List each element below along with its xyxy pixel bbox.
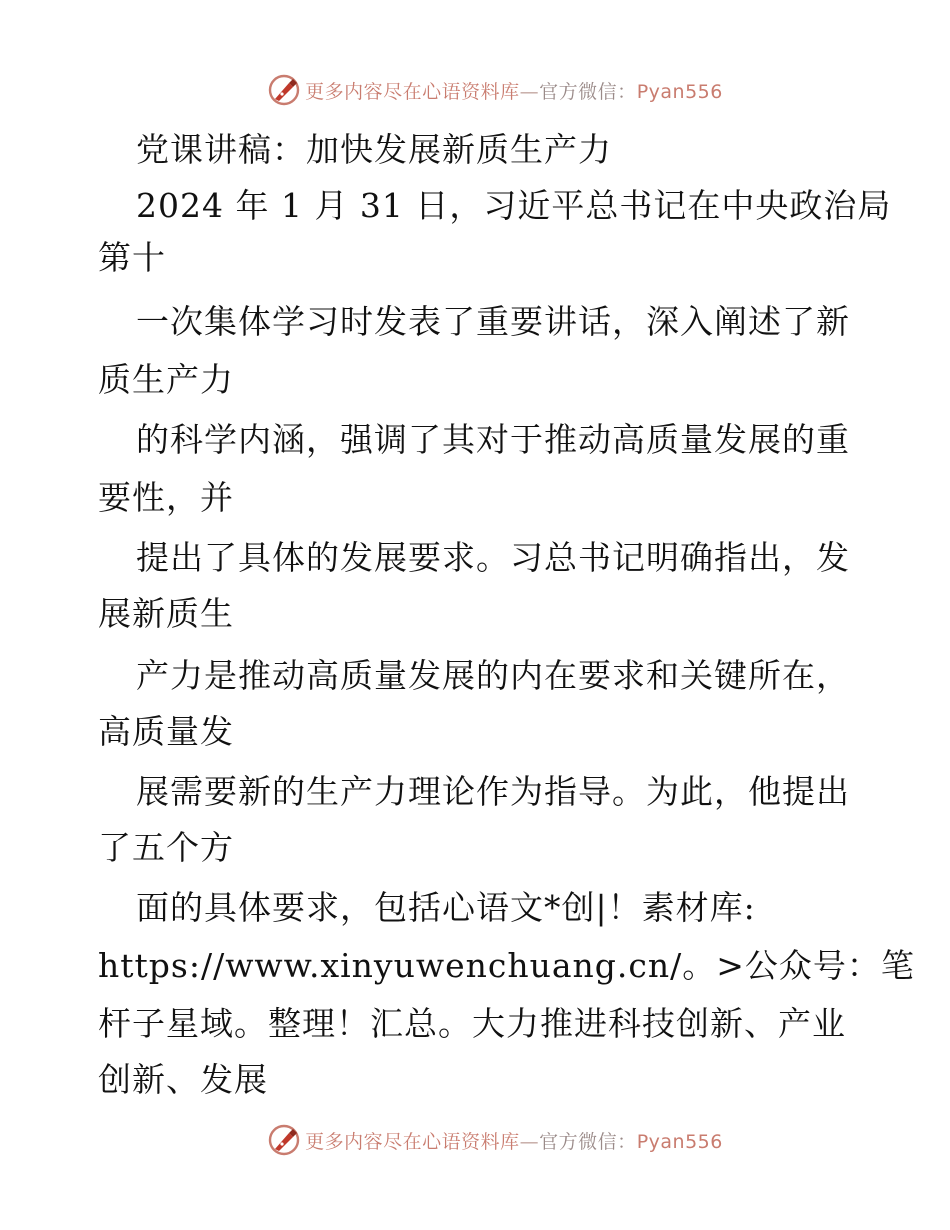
text-line: 展新质生 xyxy=(98,594,234,633)
text-line: 2024 年 1 月 31 日，习近平总书记在中央政治局 xyxy=(136,186,892,225)
text-line: 了五个方 xyxy=(98,828,234,867)
header-wechat-id: Pyan556 xyxy=(636,80,723,103)
text-line: https://www.xinyuwenchuang.cn/。>公众号：笔 xyxy=(98,946,915,985)
footer-brand-text: 更多内容尽在心语资料库 xyxy=(305,1130,520,1153)
header-wechat-label: 官方微信： xyxy=(539,80,637,103)
header-dash: — xyxy=(519,80,540,103)
text-line: 一次集体学习时发表了重要讲话，深入阐述了新 xyxy=(136,302,850,341)
header-banner-text xyxy=(305,77,723,104)
pen-nib-logo-icon xyxy=(267,73,301,107)
footer-wechat-id: Pyan556 xyxy=(636,1130,723,1153)
footer-wechat-label: 官方微信： xyxy=(539,1130,637,1153)
text-line: 质生产力 xyxy=(98,360,234,399)
pen-nib-logo-icon xyxy=(267,1123,301,1157)
document-title: 党课讲稿：加快发展新质生产力 xyxy=(136,130,612,169)
header-banner-content xyxy=(267,73,723,107)
text-line: 展需要新的生产力理论作为指导。为此，他提出 xyxy=(136,772,850,811)
text-line: 创新、发展 xyxy=(98,1060,268,1099)
text-line: 提出了具体的发展要求。习总书记明确指出，发 xyxy=(136,538,850,577)
footer-banner-content xyxy=(267,1123,723,1157)
text-line: 面的具体要求，包括心语文*创|！素材库: xyxy=(136,888,756,927)
text-line: 高质量发 xyxy=(98,712,234,751)
text-line: 的科学内涵，强调了其对于推动高质量发展的重 xyxy=(136,420,850,459)
footer-banner-text xyxy=(305,1127,723,1154)
text-line: 产力是推动高质量发展的内在要求和关键所在， xyxy=(136,656,850,695)
text-line: 第十 xyxy=(98,238,166,277)
footer-banner xyxy=(0,1120,950,1160)
text-line: 要性，并 xyxy=(98,478,234,517)
text-line: 杆子星域。整理！汇总。大力推进科技创新、产业 xyxy=(98,1004,846,1043)
footer-dash: — xyxy=(519,1130,540,1153)
header-brand-text: 更多内容尽在心语资料库 xyxy=(305,80,520,103)
header-banner xyxy=(0,70,950,110)
